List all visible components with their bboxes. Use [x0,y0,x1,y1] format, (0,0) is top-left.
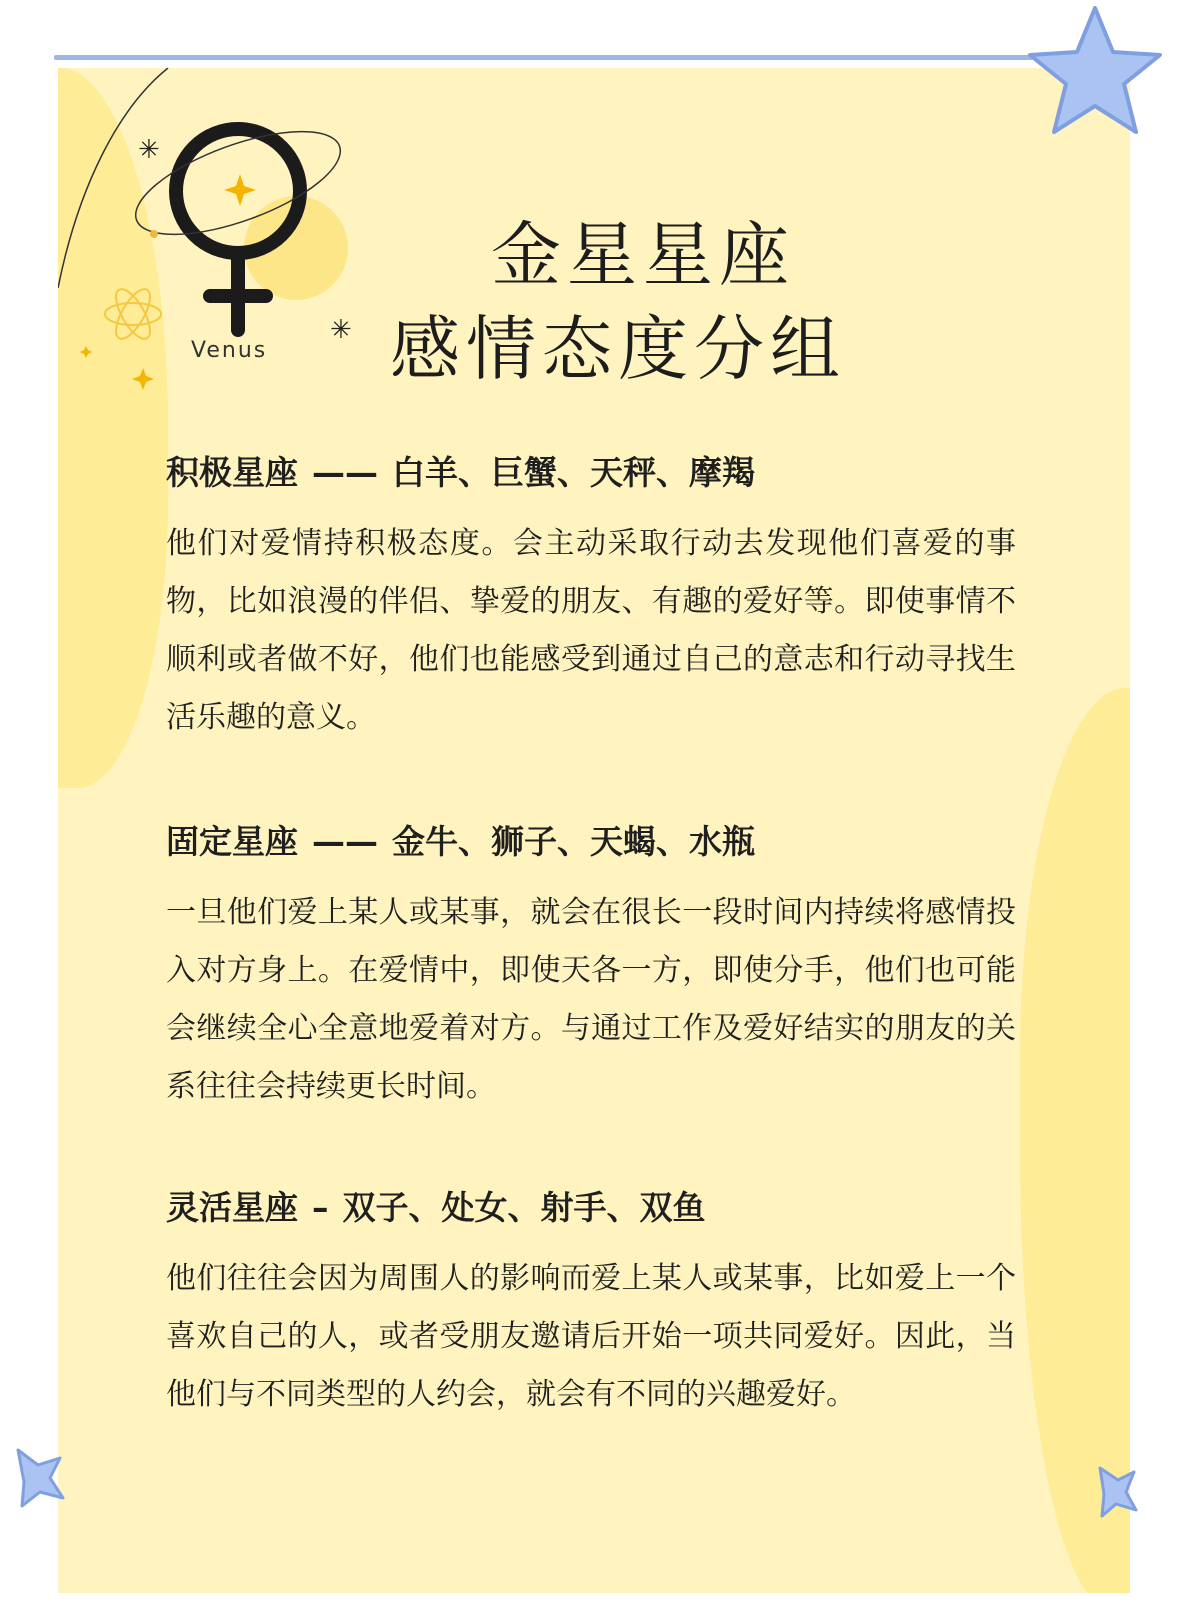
svg-text:✳: ✳ [330,315,352,345]
section-signs: 白羊、巨蟹、天秤、摩羯 [392,453,755,492]
section-separator: —— [312,822,378,861]
title-line-2: 感情态度分组 [390,308,846,390]
decorative-blob-right [1020,688,1130,1593]
section-heading [166,451,1016,495]
venus-label: Venus [191,338,268,363]
section-title: 积极星座 [166,453,298,492]
section-mutable [166,1186,1016,1424]
star-icon [1020,0,1170,150]
section-title: 固定星座 [166,822,298,861]
section-separator: – [312,1188,329,1227]
section-separator: —— [312,453,378,492]
title-line-1: 金星星座 [491,214,795,296]
section-signs: 双子、处女、射手、双鱼 [342,1188,706,1227]
section-body: 一旦他们爱上某人或某事，就会在很长一段时间内持续将感情投入对方身上。在爱情中，即使天各一方，即使分手，他们也可能会继续全心全意地爱着对方。与通过工作及爱好结实的朋友的关系往往会持续更长时间。 [166,895,1016,1104]
section-heading [166,1186,1016,1230]
section-heading [166,820,1016,864]
section-body: 他们对爱情持积极态度。会主动采取行动去发现他们喜爱的事物，比如浪漫的伴侣、挚爱的朋友、有趣的爱好等。即使事情不顺利或者做不好，他们也能感受到通过自己的意志和行动寻找生活乐趣的意义。 [166,526,1016,735]
section-positive [166,451,1016,747]
star-icon [8,1440,68,1510]
section-signs: 金牛、狮子、天蝎、水瓶 [392,822,755,861]
star-icon [1090,1460,1140,1520]
section-title: 灵活星座 [166,1188,298,1227]
frame-border-top [54,55,1138,60]
section-fixed [166,820,1016,1116]
section-body: 他们往往会因为周围人的影响而爱上某人或某事，比如爱上一个喜欢自己的人，或者受朋友邀请后开始一项共同爱好。因此，当他们与不同类型的人约会，就会有不同的兴趣爱好。 [166,1261,1016,1412]
content-card [58,68,1130,1593]
svg-text:✳: ✳ [138,135,160,165]
page-title [368,208,888,396]
